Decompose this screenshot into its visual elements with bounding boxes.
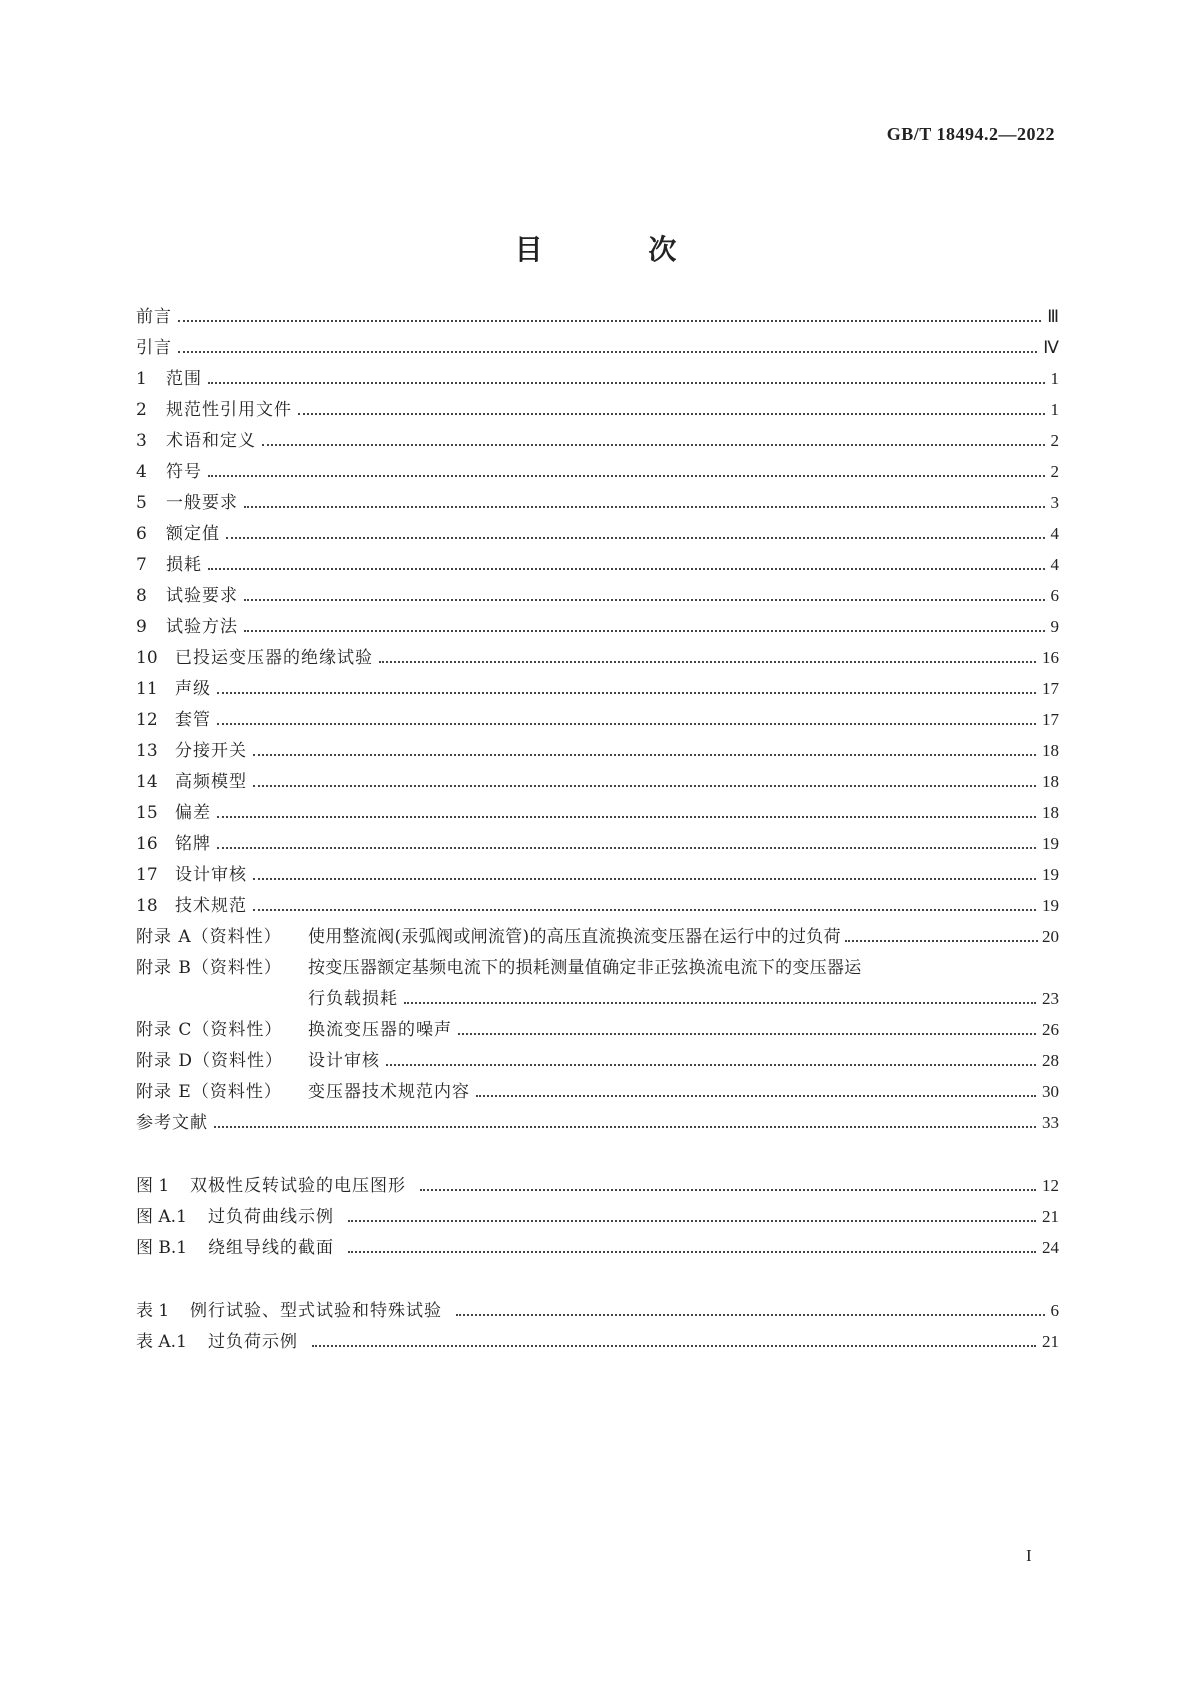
toc-entry-label: 换流变压器的噪声 — [308, 1020, 452, 1040]
toc-entry-page: 24 — [1042, 1238, 1059, 1257]
toc-entry-clause-6[interactable] — [136, 519, 1059, 549]
toc-entry-table-1[interactable] — [136, 1296, 1059, 1326]
toc-entry-page: 28 — [1042, 1051, 1059, 1070]
toc-entry-number: 5 — [136, 493, 147, 513]
toc-annex-prefix: 附录 A（资料性） — [136, 927, 282, 947]
toc-entry-label: 双极性反转试验的电压图形 — [190, 1176, 406, 1196]
toc-entry-label: 绕组导线的截面 — [208, 1238, 334, 1258]
toc-entry-page: 19 — [1042, 896, 1059, 915]
dot-leader — [253, 909, 1036, 911]
toc-entry-figure-b1[interactable] — [136, 1233, 1059, 1263]
dot-leader — [348, 1251, 1036, 1253]
toc-entry-label: 范围 — [166, 369, 202, 389]
toc-entry-number: 18 — [136, 896, 158, 916]
toc-entry-clause-5[interactable] — [136, 488, 1059, 518]
toc-entry-page: 6 — [1050, 586, 1059, 605]
toc-entry-number: 15 — [136, 803, 158, 823]
dot-leader — [845, 940, 1038, 942]
toc-entry-introduction[interactable] — [136, 333, 1059, 363]
toc-entry-label: 按变压器额定基频电流下的损耗测量值确定非正弦换流电流下的变压器运 — [308, 958, 862, 978]
toc-entry-figure-1[interactable] — [136, 1171, 1059, 1201]
toc-entry-clause-9[interactable] — [136, 612, 1059, 642]
toc-entry-page: 3 — [1050, 493, 1059, 512]
toc-entry-page: Ⅳ — [1043, 338, 1059, 357]
toc-entry-page: 4 — [1050, 524, 1059, 543]
toc-entry-foreword[interactable] — [136, 302, 1059, 332]
toc-entry-label: 术语和定义 — [166, 431, 256, 451]
toc-entry-page: 20 — [1042, 927, 1059, 946]
dot-leader — [217, 847, 1036, 849]
dot-leader — [214, 1126, 1036, 1128]
dot-leader — [178, 320, 1041, 322]
toc-entry-number: 13 — [136, 741, 158, 761]
toc-entry-number: 14 — [136, 772, 158, 792]
toc-annex-prefix: 附录 E（资料性） — [136, 1082, 282, 1102]
toc-entry-page: 21 — [1042, 1332, 1059, 1351]
toc-entry-bibliography[interactable] — [136, 1108, 1059, 1138]
toc-entry-page: 19 — [1042, 865, 1059, 884]
toc-entry-annex-a[interactable] — [136, 922, 1059, 952]
toc-entry-annex-e[interactable] — [136, 1077, 1059, 1107]
toc-entry-label: 参考文献 — [136, 1113, 208, 1133]
toc-entry-label: 一般要求 — [166, 493, 238, 513]
toc-entry-number: 4 — [136, 462, 147, 482]
toc-entry-page: 9 — [1050, 617, 1059, 636]
toc-entry-clause-15[interactable] — [136, 798, 1059, 828]
toc-entry-page: 26 — [1042, 1020, 1059, 1039]
page-title: 目 次 — [514, 233, 725, 266]
toc-entry-page: 23 — [1042, 989, 1059, 1008]
toc-entry-label: 声级 — [175, 679, 211, 699]
toc-entry-label: 设计审核 — [175, 865, 247, 885]
dot-leader — [456, 1314, 1045, 1316]
toc-entry-page: 18 — [1042, 741, 1059, 760]
toc-annex-prefix: 附录 D（资料性） — [136, 1051, 284, 1071]
toc-entry-number: 10 — [136, 648, 158, 668]
dot-leader — [244, 630, 1045, 632]
toc-entry-number: 1 — [136, 369, 147, 389]
toc-entry-clause-16[interactable] — [136, 829, 1059, 859]
toc-entry-page: 18 — [1042, 772, 1059, 791]
toc-entry-number: 图 B.1 — [136, 1238, 188, 1258]
toc-annex-prefix: 附录 B（资料性） — [136, 958, 282, 978]
toc-entry-page: 21 — [1042, 1207, 1059, 1226]
toc-entry-annex-c[interactable] — [136, 1015, 1059, 1045]
toc-entry-label: 偏差 — [175, 803, 211, 823]
toc-entry-clause-13[interactable] — [136, 736, 1059, 766]
toc-entry-label: 试验要求 — [166, 586, 238, 606]
toc-entry-label: 规范性引用文件 — [166, 400, 292, 420]
toc-entry-annex-d[interactable] — [136, 1046, 1059, 1076]
toc-entry-clause-3[interactable] — [136, 426, 1059, 456]
dot-leader — [244, 506, 1045, 508]
toc-entry-number: 表 1 — [136, 1301, 170, 1321]
toc-entry-page: 16 — [1042, 648, 1059, 667]
toc-entry-label: 过负荷示例 — [208, 1332, 298, 1352]
toc-entry-number: 9 — [136, 617, 147, 637]
toc-entry-page: 30 — [1042, 1082, 1059, 1101]
toc-entry-label-continued: 行负载损耗 — [308, 989, 398, 1009]
toc-entry-label: 套管 — [175, 710, 211, 730]
toc-entry-annex-b-cont[interactable] — [136, 984, 1059, 1014]
page-number: I — [1026, 1546, 1032, 1565]
document-number: GB/T 18494.2—2022 — [886, 124, 1055, 144]
dot-leader — [298, 413, 1045, 415]
dot-leader — [208, 475, 1045, 477]
toc-entry-clause-17[interactable] — [136, 860, 1059, 890]
toc-entry-number: 7 — [136, 555, 147, 575]
toc-entry-page: 4 — [1050, 555, 1059, 574]
toc-entry-label: 高频模型 — [175, 772, 247, 792]
dot-leader — [217, 692, 1036, 694]
toc-entry-clause-18[interactable] — [136, 891, 1059, 921]
toc-entry-number: 17 — [136, 865, 158, 885]
toc-entry-number: 16 — [136, 834, 158, 854]
dot-leader — [178, 351, 1037, 353]
toc-entry-figure-a1[interactable] — [136, 1202, 1059, 1232]
dot-leader — [208, 568, 1045, 570]
toc-entry-label: 前言 — [136, 307, 172, 327]
toc-entry-clause-7[interactable] — [136, 550, 1059, 580]
toc-entry-clause-4[interactable] — [136, 457, 1059, 487]
toc-entry-clause-12[interactable] — [136, 705, 1059, 735]
dot-leader — [476, 1095, 1036, 1097]
toc-entry-page: 2 — [1050, 462, 1059, 481]
toc-entry-number: 图 1 — [136, 1176, 170, 1196]
toc-entry-label: 过负荷曲线示例 — [208, 1207, 334, 1227]
dot-leader — [458, 1033, 1036, 1035]
toc-entry-page: 18 — [1042, 803, 1059, 822]
toc-entry-clause-1[interactable] — [136, 364, 1059, 394]
toc-entry-page: Ⅲ — [1047, 307, 1059, 326]
toc-entry-label: 例行试验、型式试验和特殊试验 — [190, 1301, 442, 1321]
toc-entry-clause-8[interactable] — [136, 581, 1059, 611]
toc-entry-label: 变压器技术规范内容 — [308, 1082, 470, 1102]
toc-entry-number: 11 — [136, 679, 158, 699]
toc-entry-number: 8 — [136, 586, 147, 606]
toc-annex-prefix: 附录 C（资料性） — [136, 1020, 283, 1040]
toc-entry-table-a1[interactable] — [136, 1327, 1059, 1357]
toc-entry-label: 损耗 — [166, 555, 202, 575]
toc-entry-annex-b[interactable] — [136, 953, 1059, 983]
toc-entry-label: 符号 — [166, 462, 202, 482]
toc-entry-number: 图 A.1 — [136, 1207, 187, 1227]
dot-leader — [262, 444, 1045, 446]
toc-entry-label: 使用整流阀(汞弧阀或闸流管)的高压直流换流变压器在运行中的过负荷 — [308, 927, 841, 947]
dot-leader — [348, 1220, 1036, 1222]
toc-entry-number: 2 — [136, 400, 147, 420]
toc-entry-label: 引言 — [136, 338, 172, 358]
toc-entry-clause-10[interactable] — [136, 643, 1059, 673]
toc-entry-page: 17 — [1042, 710, 1059, 729]
toc-entry-page: 1 — [1050, 400, 1059, 419]
toc-entry-label: 铭牌 — [175, 834, 211, 854]
dot-leader — [253, 754, 1036, 756]
toc-entry-label: 已投运变压器的绝缘试验 — [175, 648, 373, 668]
toc-entry-label: 额定值 — [166, 524, 220, 544]
toc-entry-page: 12 — [1042, 1176, 1059, 1195]
toc-entry-label: 分接开关 — [175, 741, 247, 761]
toc-entry-page: 1 — [1050, 369, 1059, 388]
toc-entry-page: 17 — [1042, 679, 1059, 698]
dot-leader — [404, 1002, 1036, 1004]
toc-entry-clause-11[interactable] — [136, 674, 1059, 704]
toc-entry-page: 19 — [1042, 834, 1059, 853]
toc-entry-number: 3 — [136, 431, 147, 451]
dot-leader — [217, 816, 1036, 818]
dot-leader — [420, 1189, 1036, 1191]
toc-entry-label: 技术规范 — [175, 896, 247, 916]
toc-entry-page: 6 — [1050, 1301, 1059, 1320]
dot-leader — [253, 878, 1036, 880]
toc-entry-label: 试验方法 — [166, 617, 238, 637]
dot-leader — [226, 537, 1045, 539]
dot-leader — [379, 661, 1036, 663]
dot-leader — [208, 382, 1045, 384]
toc-entry-page: 2 — [1050, 431, 1059, 450]
toc-entry-label: 设计审核 — [308, 1051, 380, 1071]
toc-entry-number: 6 — [136, 524, 147, 544]
dot-leader — [217, 723, 1036, 725]
dot-leader — [312, 1345, 1036, 1347]
dot-leader — [386, 1064, 1036, 1066]
dot-leader — [253, 785, 1036, 787]
toc-entry-number: 表 A.1 — [136, 1332, 187, 1352]
toc-entry-clause-2[interactable] — [136, 395, 1059, 425]
toc-entry-number: 12 — [136, 710, 158, 730]
dot-leader — [244, 599, 1045, 601]
toc-entry-page: 33 — [1042, 1113, 1059, 1132]
toc-entry-clause-14[interactable] — [136, 767, 1059, 797]
